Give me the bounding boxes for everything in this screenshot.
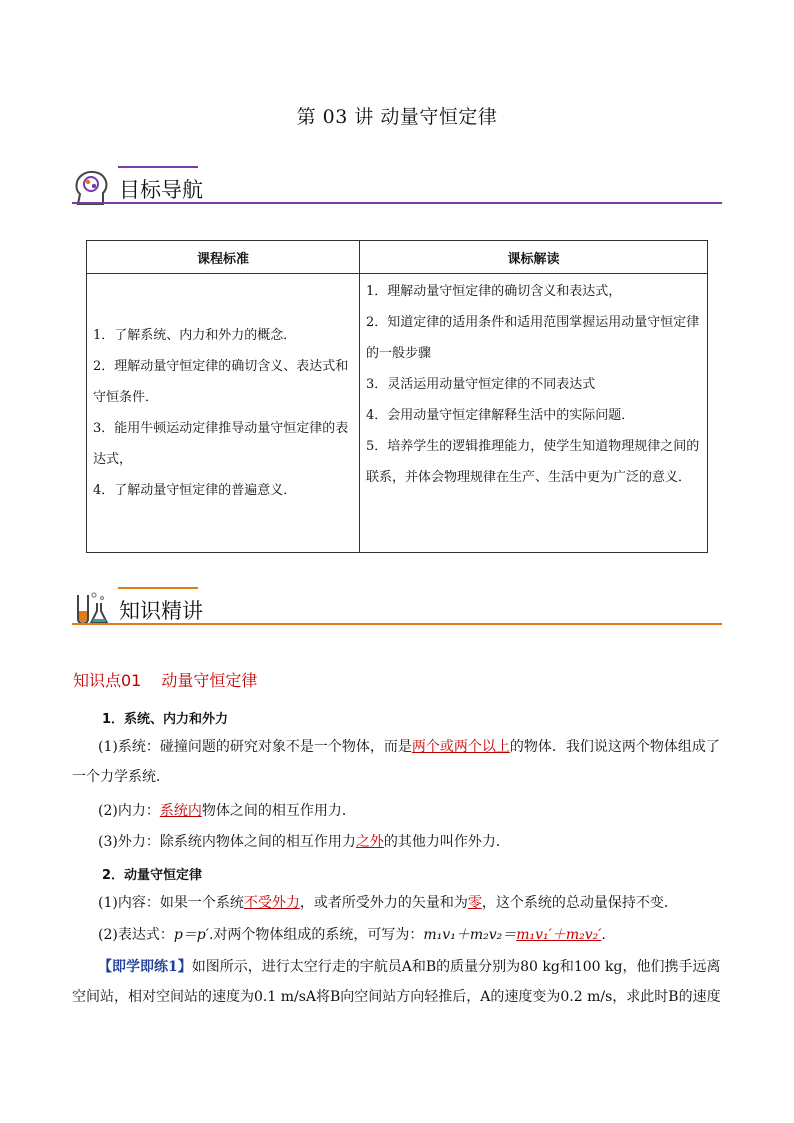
exercise-paragraph	[72, 952, 722, 1012]
highlighted-answer: 零	[467, 895, 482, 911]
subheading: 2．动量守恒定律	[102, 868, 203, 883]
page-title: 第 03 讲 动量守恒定律	[296, 106, 498, 128]
knowledge-point-name: 动量守恒定律	[161, 671, 258, 690]
highlighted-answer: 系统内	[159, 803, 202, 819]
list-item: 1．了解系统、内力和外力的概念．	[93, 328, 297, 343]
exercise-tag: 【即学即练1】	[98, 959, 192, 975]
section-label: 知识精讲	[119, 599, 203, 623]
paragraph-law-content: (1)内容：如果一个系统不受外力，或者所受外力的矢量和为零，这个系统的总动量保持不变．	[98, 895, 678, 911]
header-accent-line	[118, 166, 198, 168]
list-item: 4．了解动量守恒定律的普遍意义．	[93, 483, 297, 498]
paragraph-system: (1)系统：碰撞问题的研究对象不是一个物体，而是两个或两个以上的物体．我们说这两个物体组成了一个力学系统．	[72, 739, 720, 785]
subheading: 1．系统、内力和外力	[102, 712, 229, 727]
paragraph-external-force: (3)外力：除系统内物体之间的相互作用力之外的其他力叫作外力．	[98, 834, 510, 850]
highlighted-answer: 不受外力	[243, 895, 300, 911]
section-header-objectives	[72, 166, 722, 212]
formula: p＝p′	[173, 927, 209, 943]
paragraph-internal-force: (2)内力：系统内物体之间的相互作用力．	[98, 803, 356, 819]
interpretation-cell	[360, 274, 708, 553]
formula: m₁v₁＋m₂v₂＝	[423, 927, 517, 943]
list-item: 3．能用牛顿运动定律推导动量守恒定律的表达式，	[93, 421, 349, 467]
section-header-knowledge	[72, 587, 722, 633]
table-header-interpretation: 课标解读	[360, 241, 708, 274]
section-divider	[72, 623, 722, 625]
list-item: 3．灵活运用动量守恒定律的不同表达式	[366, 377, 596, 392]
highlighted-answer: 之外	[355, 834, 384, 850]
highlighted-answer: 两个或两个以上	[411, 739, 510, 755]
list-item: 1．理解动量守恒定律的确切含义和表达式，	[366, 284, 622, 299]
list-item: 4．会用动量守恒定律解释生活中的实际问题．	[366, 408, 635, 423]
table-header-standard: 课程标准	[87, 241, 360, 274]
section-divider	[72, 202, 722, 204]
highlighted-answer: m₁v₁′＋m₂v₂′	[516, 927, 602, 943]
standards-cell	[87, 274, 360, 553]
paragraph-expression: (2)表达式：p＝p′.对两个物体组成的系统，可写为：m₁v₁＋m₂v₂＝m₁v₁′＋m₂v₂′.	[98, 927, 606, 943]
knowledge-point-title	[73, 668, 257, 691]
knowledge-point-number: 知识点01	[73, 671, 142, 690]
curriculum-table	[86, 240, 708, 553]
exercise-text: 如图所示，进行太空行走的宇航员A和B的质量分别为80 kg和100 kg，他们携手远离空间站，相对空间站的速度为0.1 m/sA将B向空间站方向轻推后，A的速度变为0.2 m/s，求此时B的速度	[72, 959, 721, 1005]
list-item: 2．理解动量守恒定律的确切含义、表达式和守恒条件．	[93, 359, 349, 405]
list-item: 2．知道定律的适用条件和适用范围掌握运用动量守恒定律的一般步骤	[366, 315, 700, 361]
list-item: 5．培养学生的逻辑推理能力，使学生知道物理规律之间的联系，并体会物理规律在生产、生活中更为广泛的意义．	[366, 439, 700, 485]
header-accent-line	[118, 587, 198, 589]
section-label: 目标导航	[119, 178, 203, 202]
